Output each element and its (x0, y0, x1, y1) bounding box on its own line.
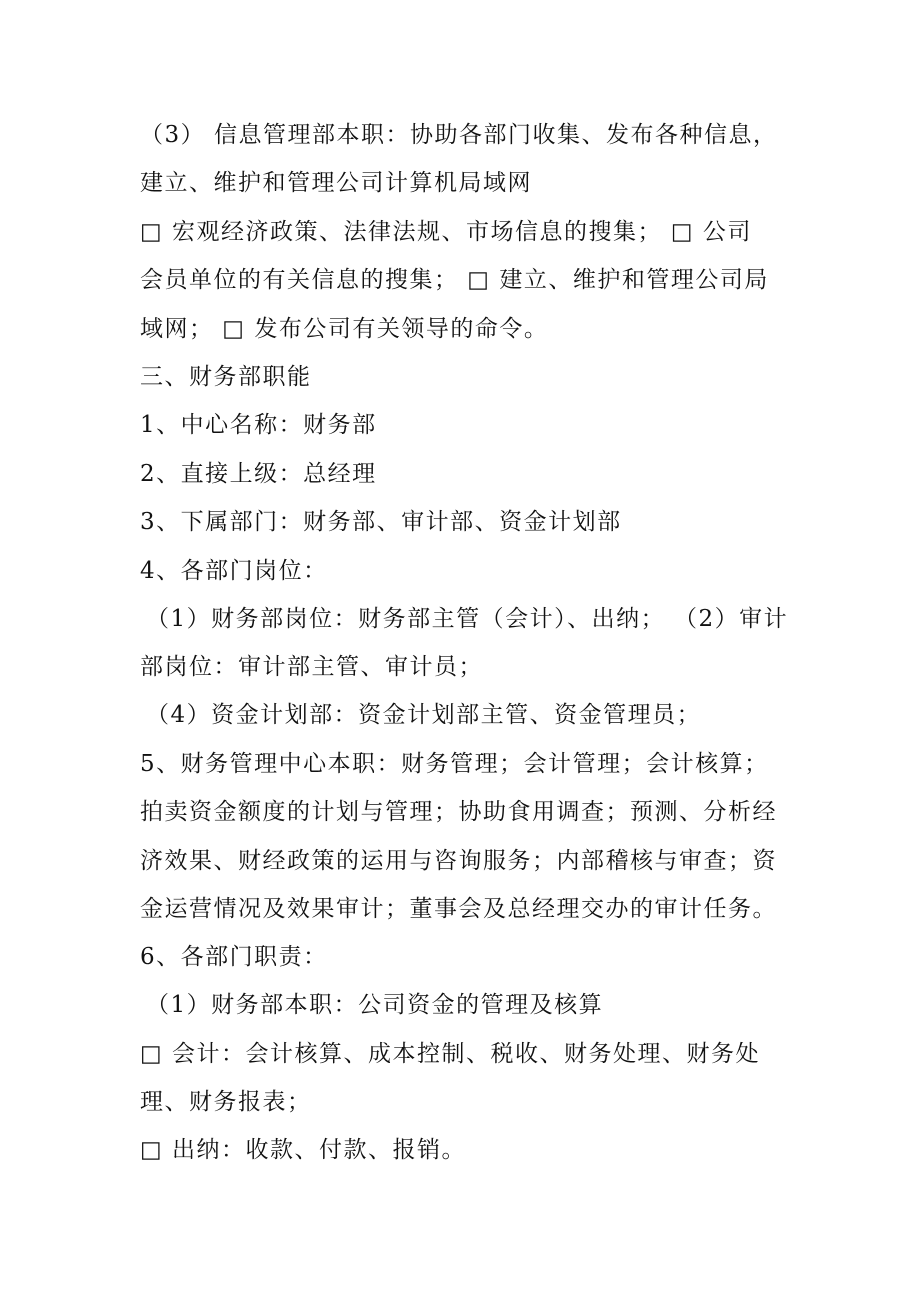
text-line-fund-planning-positions: （4）资金计划部：资金计划部主管、资金管理员； (146, 702, 702, 728)
text-line-center-duty-3: 济效果、财经政策的运用与咨询服务；内部稽核与审查；资 (140, 848, 777, 874)
text-line-center-duty-2: 拍卖资金额度的计划与管理；协助食用调查；预测、分析经 (140, 799, 777, 825)
text-line-direct-superior: 2、直接上级：总经理 (140, 461, 377, 487)
text-line-dept-responsibilities: 6、各部门职责： (140, 944, 328, 970)
text-line-info-dept-duty: （3） 信息管理部本职：协助各部门收集、发布各种信息， (140, 122, 778, 148)
text-line-checkbox-items-3: 域网； □ 发布公司有关领导的命令。 (140, 316, 549, 342)
text-line-subordinate-depts: 3、下属部门：财务部、审计部、资金计划部 (140, 509, 622, 535)
text-line-accounting-item: □ 会计：会计核算、成本控制、税收、财务处理、财务处 (140, 1041, 761, 1067)
text-line-center-duty-4: 金运营情况及效果审计；董事会及总经理交办的审计任务。 (140, 896, 777, 922)
text-line-finance-positions: （1）财务部岗位：财务部主管（会计）、出纳； （2）审计 (146, 606, 789, 632)
text-line-cashier-item: □ 出纳：收款、付款、报销。 (140, 1137, 467, 1163)
text-line-audit-positions: 部岗位：审计部主管、审计员； (140, 654, 483, 680)
text-line-center-name: 1、中心名称：财务部 (140, 412, 377, 438)
section-heading-finance: 三、财务部职能 (140, 364, 312, 390)
text-line-info-dept-duty-cont: 建立、维护和管理公司计算机局域网 (140, 170, 532, 196)
text-line-dept-positions: 4、各部门岗位： (140, 558, 328, 584)
text-line-finance-dept-duty: （1）财务部本职：公司资金的管理及核算 (146, 992, 604, 1018)
text-line-accounting-item-cont: 理、财务报表； (140, 1089, 312, 1115)
text-line-center-duty-1: 5、财务管理中心本职：财务管理；会计管理；会计核算； (140, 751, 769, 777)
text-line-checkbox-items-1: □ 宏观经济政策、法律法规、市场信息的搜集； □ 公司 (140, 219, 752, 245)
text-line-checkbox-items-2: 会员单位的有关信息的搜集； □ 建立、维护和管理公司局 (140, 267, 769, 293)
